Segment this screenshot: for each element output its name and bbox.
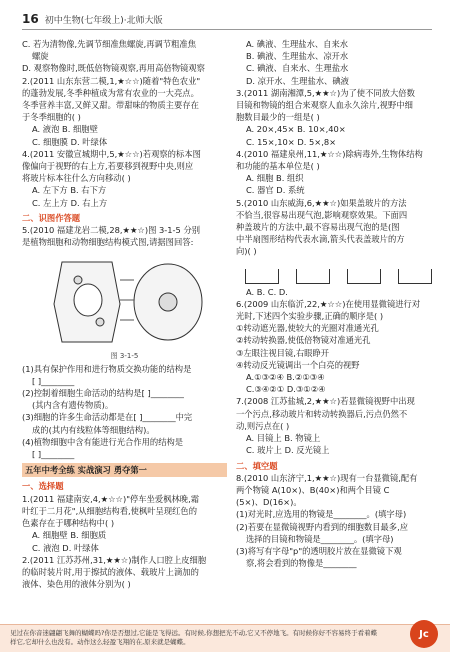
- coverslip-option-d: [398, 269, 432, 284]
- text-line: 察,将会看到的物像是________: [246, 558, 357, 569]
- text-line: 是植物细胞和动物细胞结构模式图,请据图回答:: [22, 237, 194, 248]
- text-line: 选择的目镜和物镜是________。(填字母): [246, 533, 394, 544]
- right-column: [236, 38, 441, 569]
- question-2b: 2.(2011 江苏苏州,31,★★☆)制作人口腔上皮细胞: [22, 554, 207, 565]
- book-title: 初中生物(七年级上)·北师大版: [44, 15, 163, 26]
- question-5b: 5.(2010 山东威海,6,★★☆)如果盖玻片的方法: [236, 197, 407, 208]
- publisher-logo: Jc: [410, 620, 438, 648]
- text-line: 的蓬勃发展,冬季种植成为常有农业的一大亮点。: [22, 87, 199, 98]
- answer-blank: [ ]________: [32, 375, 75, 386]
- coverslip-option-b: [296, 269, 330, 284]
- text-line: (5×)、D(16×)。: [236, 497, 302, 508]
- option-line: C.③④②① D.③①②④: [246, 384, 326, 395]
- step-line: ④转动反光镜调出一个白亮的视野: [236, 359, 360, 370]
- subquestion-3: (3)将写有字母"p"的透明胶片放在显微镜下观: [236, 545, 402, 556]
- text-line: 液体、染色用的液体分别为( ): [22, 579, 131, 590]
- text-line: 胞数目最少的一组是( ): [236, 112, 320, 123]
- text-line: 成的(其内有线粒体等细胞结构)。: [32, 424, 155, 435]
- page-number: 16: [22, 12, 39, 26]
- answer-blank: [ ]________: [32, 449, 75, 460]
- option-line: D. 凉开水、生理盐水、碘液: [246, 75, 349, 86]
- section-heading: 二、识图作答题: [22, 212, 81, 223]
- subquestion-2: (2)若要在显微镜视野内看到的细胞数目最多,应: [236, 521, 409, 532]
- cell-diagram: [42, 252, 212, 348]
- figure-caption: 图 3-1-5: [110, 352, 139, 361]
- option-line: A. 碘液、生理盐水、自来水: [246, 39, 349, 49]
- question-2: 2.(2011 山东东营二模,1,★☆☆)随着"特色农业": [22, 75, 201, 86]
- label-lines: [120, 280, 134, 320]
- banner-text: 五年中考全练 实战演习 勇夺第一: [25, 465, 147, 476]
- option-line: C. 液泡 D. 叶绿体: [32, 542, 99, 553]
- text-line: 螺旋: [32, 51, 49, 62]
- text-line: 向)( ): [236, 246, 257, 257]
- text-line: 光时,下述四个实验步骤,正确的顺序是( ): [236, 311, 384, 322]
- option-line: C. 碘液、自来水、生理盐水: [246, 63, 349, 74]
- question-6: 6.(2009 山东临沂,22,★☆☆)在使用显微镜进行对: [236, 298, 421, 309]
- step-line: ①转动遮光器,使较大的光圈对准通光孔: [236, 323, 379, 334]
- left-column: [22, 38, 227, 590]
- coverslip-option-c: [347, 269, 381, 284]
- option-line: C. 器官 D. 系统: [246, 185, 305, 196]
- text-line: 种盖玻片的方法中,最不容易出现气泡的是(图: [236, 222, 400, 233]
- text-line: 像偏向于视野的右上方,若要移到视野中央,则应: [22, 161, 194, 172]
- question-5: 5.(2010 福建龙岩二模,28,★★☆)图 3-1-5 分别: [22, 225, 201, 236]
- text-line: C. 若为清物像,先调节细准焦螺旋,再调节粗准焦: [22, 39, 196, 49]
- question-1: 1.(2011 福建南安,4,★☆☆)"停车坐爱枫林晚,霜: [22, 493, 200, 504]
- text-line: 叶红于二月花",从细胞结构看,使枫叶呈现红色的: [22, 505, 198, 516]
- option-line: A.①③②④ B.②①③④: [246, 372, 325, 383]
- question-7: 7.(2008 江苏盐城,2,★★☆)若显微镜视野中出现: [236, 396, 415, 407]
- animal-cell: [134, 264, 202, 340]
- text-line: 目镜和物镜的组合来观察人血永久涂片,视野中细: [236, 100, 413, 111]
- header-rule: [22, 29, 432, 30]
- coverslip-diagrams: [236, 260, 441, 284]
- option-line: B. 碘液、生理盐水、凉开水: [246, 51, 349, 62]
- text-line: 两个物镜 A(10×)、B(40×)和两个目镜 C: [236, 484, 390, 495]
- option-line: C. 左上方 D. 右上方: [32, 197, 108, 208]
- text-line: 色素存在于哪种结构中( ): [22, 518, 115, 529]
- text-line: 冬季营养丰富,又鲜又甜。带甜味的物质主要存在: [22, 100, 199, 111]
- text-line: 不恰当,很容易出现气泡,影响观察效果。下面四: [236, 209, 408, 220]
- subquestion-1: (1)具有保护作用和进行物质交换功能的结构是: [22, 363, 192, 374]
- text-line: 于冬季细胞的( ): [22, 112, 81, 123]
- plant-cell: [54, 262, 120, 342]
- question-4b: 4.(2010 福建泉州,11,★☆☆)除病毒外,生物体结构: [236, 148, 423, 159]
- page-header: [22, 10, 432, 28]
- question-3: 3.(2011 湖南湘潭,5,★★☆)为了使不同放大倍数: [236, 87, 415, 98]
- text-line: (其内含有遗传物质)。: [32, 400, 114, 411]
- step-line: ②转动转换器,使低倍物镜对准通光孔: [236, 335, 371, 346]
- subquestion-2: (2)控制着细胞生命活动的结构是[ ]________: [22, 388, 184, 399]
- option-line: A. 细胞 B. 组织: [246, 173, 304, 184]
- cell-diagram-figure: [42, 252, 212, 348]
- text-line: D. 观察物像时,既低倍物镜观察,再用高倍物镜观察: [22, 63, 205, 74]
- step-line: ③左眼注视目镜,右眼睁开: [236, 347, 330, 358]
- coverslip-option-a: [245, 269, 279, 284]
- page-footer: [0, 624, 450, 652]
- option-line: A. 左下方 B. 右下方: [32, 185, 107, 196]
- option-line: A. 细胞壁 B. 细胞质: [32, 530, 107, 541]
- footer-tip: 见过在你音迷翩翩飞舞的蝴蝶吗?你是否想过,它能是飞得远。有时候,你想把光不动,它又不停地飞。有时候你好不容易终于看着蝶样它,它却什么也没有。动作这么轻盈飞翔的在,原来就是蝴蝶。: [10, 629, 378, 646]
- subquestion-3: (3)细胞的许多生命活动都是在[ ]________中完: [22, 412, 193, 423]
- option-line: C. 15×,10× D. 5×,8×: [246, 136, 337, 147]
- subquestion-1: (1)对光时,应选用的物镜是________。(填字母): [236, 509, 407, 520]
- option-labels: A. B. C. D.: [246, 286, 288, 297]
- five-year-exam-banner: [22, 463, 227, 477]
- text-line: 将玻片标本往什么方向移动( ): [22, 173, 131, 184]
- option-line: C. 细胞膜 D. 叶绿体: [32, 136, 108, 147]
- text-line: 中半扇图形结构代表水滴,箭头代表盖玻片的方: [236, 234, 405, 245]
- text-line: 和功能的基本单位是( ): [236, 161, 320, 172]
- option-line: A. 液泡 B. 细胞壁: [32, 124, 98, 135]
- text-line: 动,则污点在( ): [236, 420, 290, 431]
- text-line: 的临时装片时,用于擦拭的液体、载玻片上滴加的: [22, 566, 199, 577]
- option-line: C. 玻片上 D. 反光镜上: [246, 445, 330, 456]
- question-4: 4.(2011 安徽宣城期中,5,★☆☆)若观察的标本图: [22, 148, 201, 159]
- section-heading: 二、填空题: [236, 460, 278, 471]
- subquestion-4: (4)植物细胞中含有能进行光合作用的结构是: [22, 436, 184, 447]
- option-line: A. 20×,45× B. 10×,40×: [246, 124, 346, 135]
- text-line: 一个污点,移动玻片和转动转换器后,污点仍然不: [236, 408, 408, 419]
- question-8: 8.(2010 山东济宁,1,★★☆)现有一台显微镜,配有: [236, 472, 418, 483]
- option-line: A. 目镜上 B. 物镜上: [246, 433, 321, 444]
- section-heading: 一、选择题: [22, 481, 64, 492]
